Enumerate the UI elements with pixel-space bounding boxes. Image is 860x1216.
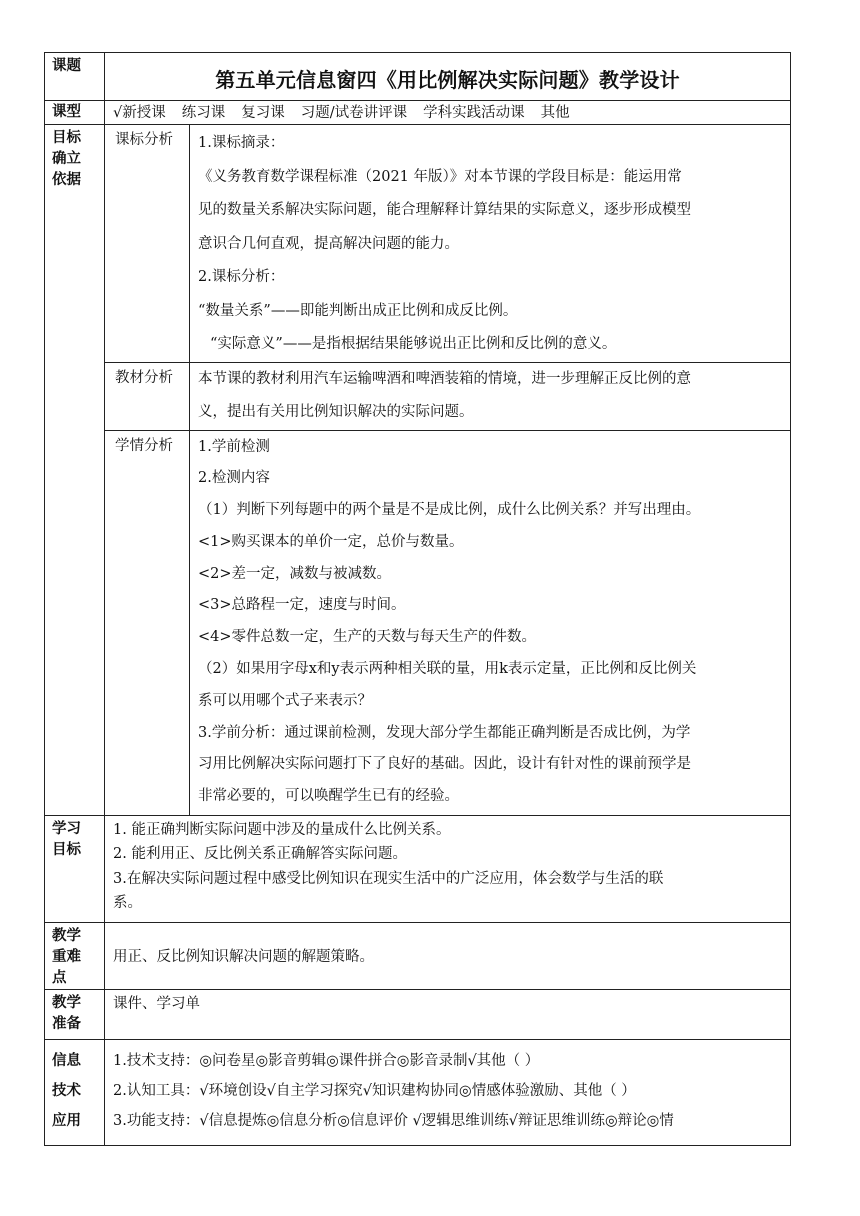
key-points-label-line: 点 [52,969,67,986]
students-line: <1>购买课本的单价一定，总价与数量。 [198,533,464,550]
students-line: 1.学前检测 [198,438,270,455]
textbook-label-cell [105,362,190,430]
title-cell [105,53,791,101]
students-content-cell [190,430,791,815]
curriculum-content-cell [190,125,791,363]
curriculum-line: “实际意义”——是指根据结果能够说出正比例和反比例的意义。 [210,336,617,352]
students-line: 系可以用哪个式子来表示？ [198,692,372,709]
goals-label-line: 学习 [52,820,81,837]
goals-label-line: 目标 [52,841,81,858]
curriculum-line: “数量关系”——即能判断出成正比例和成反比例。 [198,302,518,319]
textbook-content-cell [190,362,791,430]
lesson-plan-table [44,52,791,1146]
info-tech-line: 3.功能支持：√信息提炼◎信息分析◎信息评价 √逻辑思维训练√辩证思维训练◎辩论◎情 [113,1112,674,1129]
students-line: <2>差一定，减数与被减数。 [198,565,392,582]
students-label: 学情分析 [115,437,173,454]
students-line: <3>总路程一定，速度与时间。 [198,597,406,614]
textbook-line: 本节课的教材利用汽车运输啤酒和啤酒装箱的情境，进一步理解正反比例的意 [198,370,691,387]
basis-label-line: 确立 [52,151,81,167]
textbook-line: 义，提出有关用比例知识解决的实际问题。 [198,404,474,420]
goals-row [45,815,791,922]
students-row [45,430,791,815]
lesson-type-option: 复习课 [241,105,285,121]
topic-label: 课题 [52,58,81,74]
lesson-type-option: 学科实践活动课 [423,105,525,121]
key-points-row [45,922,791,989]
lesson-type-option: √新授课 [113,105,166,121]
curriculum-row [45,125,791,363]
info-tech-row [45,1039,791,1145]
basis-label-cell [45,125,105,816]
curriculum-line: 意识合几何直观，提高解决问题的能力。 [198,235,459,252]
info-tech-label-line: 应用 [52,1112,81,1129]
curriculum-label: 课标分析 [115,132,173,148]
preparation-content-cell [105,989,791,1039]
info-tech-label-line: 信息 [52,1052,81,1069]
lesson-type-label: 课型 [52,104,81,120]
students-line: 非常必要的，可以唤醒学生已有的经验。 [198,788,459,805]
basis-label-line: 目标 [52,130,81,146]
textbook-label: 教材分析 [115,369,173,386]
preparation-label-cell [45,989,105,1039]
students-line: （1）判断下列每题中的两个量是不是成比例，成什么比例关系？并写出理由。 [198,502,701,519]
basis-label-line: 依据 [52,172,81,188]
key-points-label-line: 教学 [52,927,81,944]
info-tech-label-line: 技术 [52,1082,81,1099]
lesson-type-options [105,101,790,124]
textbook-row [45,362,791,430]
key-points-label-line: 重难 [52,948,81,965]
goal-line: 1. 能正确判断实际问题中涉及的量成什么比例关系。 [113,821,451,838]
lesson-type-label-cell [45,101,105,125]
goal-line: 3.在解决实际问题过程中感受比例知识在现实生活中的广泛应用，体会数学与生活的联 [113,870,664,887]
curriculum-line: 2.课标分析： [198,269,285,285]
curriculum-line: 见的数量关系解决实际问题，能合理解释计算结果的实际意义，逐步形成模型 [198,202,691,218]
lesson-type-option: 其他 [540,105,570,121]
title-row [45,53,791,101]
lesson-type-option: 练习课 [181,105,226,121]
topic-label-cell [45,53,105,101]
info-tech-label-cell [45,1039,105,1145]
students-line: （2）如果用字母x和y表示两种相关联的量，用k表示定量，正比例和反比例关 [198,661,697,678]
students-line: 2.检测内容 [198,470,270,487]
goal-line: 系。 [113,895,142,911]
key-points-text: 用正、反比例知识解决问题的解题策略。 [113,948,374,965]
curriculum-line: 《义务教育数学课程标准（2021 年版）》对本节课的学段目标是：能运用常 [198,168,682,185]
goals-label-cell [45,815,105,922]
lesson-type-row [45,101,791,125]
info-tech-line: 1.技术支持：◎问卷星◎影音剪辑◎课件拼合◎影音录制√其他（ ） [113,1052,540,1069]
key-points-label-cell [45,922,105,989]
lesson-type-option: 习题/试卷讲评课 [300,105,408,121]
key-points-content-cell [105,922,791,989]
students-line: 3.学前分析：通过课前检测，发现大部分学生都能正确判断是否成比例，为学 [198,724,691,741]
preparation-row [45,989,791,1039]
info-tech-content-cell [105,1039,791,1145]
goals-content-cell [105,815,791,922]
goal-line: 2. 能利用正、反比例关系正确解答实际问题。 [113,846,407,862]
preparation-text: 课件、学习单 [113,995,200,1012]
students-line: <4>零件总数一定，生产的天数与每天生产的件数。 [198,629,537,646]
lesson-type-options-cell [105,101,791,125]
students-line: 习用比例解决实际问题打下了良好的基础。因此，设计有针对性的课前预学是 [198,756,691,773]
document-title: 第五单元信息窗四《用比例解决实际问题》教学设计 [215,68,680,92]
preparation-label-line: 准备 [52,1015,81,1032]
curriculum-line: 1.课标摘录： [198,135,285,151]
info-tech-line: 2.认知工具：√环境创设√自主学习探究√知识建构协同◎情感体验激励、其他（ ） [113,1082,636,1099]
students-label-cell [105,430,190,815]
preparation-label-line: 教学 [52,994,81,1011]
curriculum-label-cell [105,125,190,363]
